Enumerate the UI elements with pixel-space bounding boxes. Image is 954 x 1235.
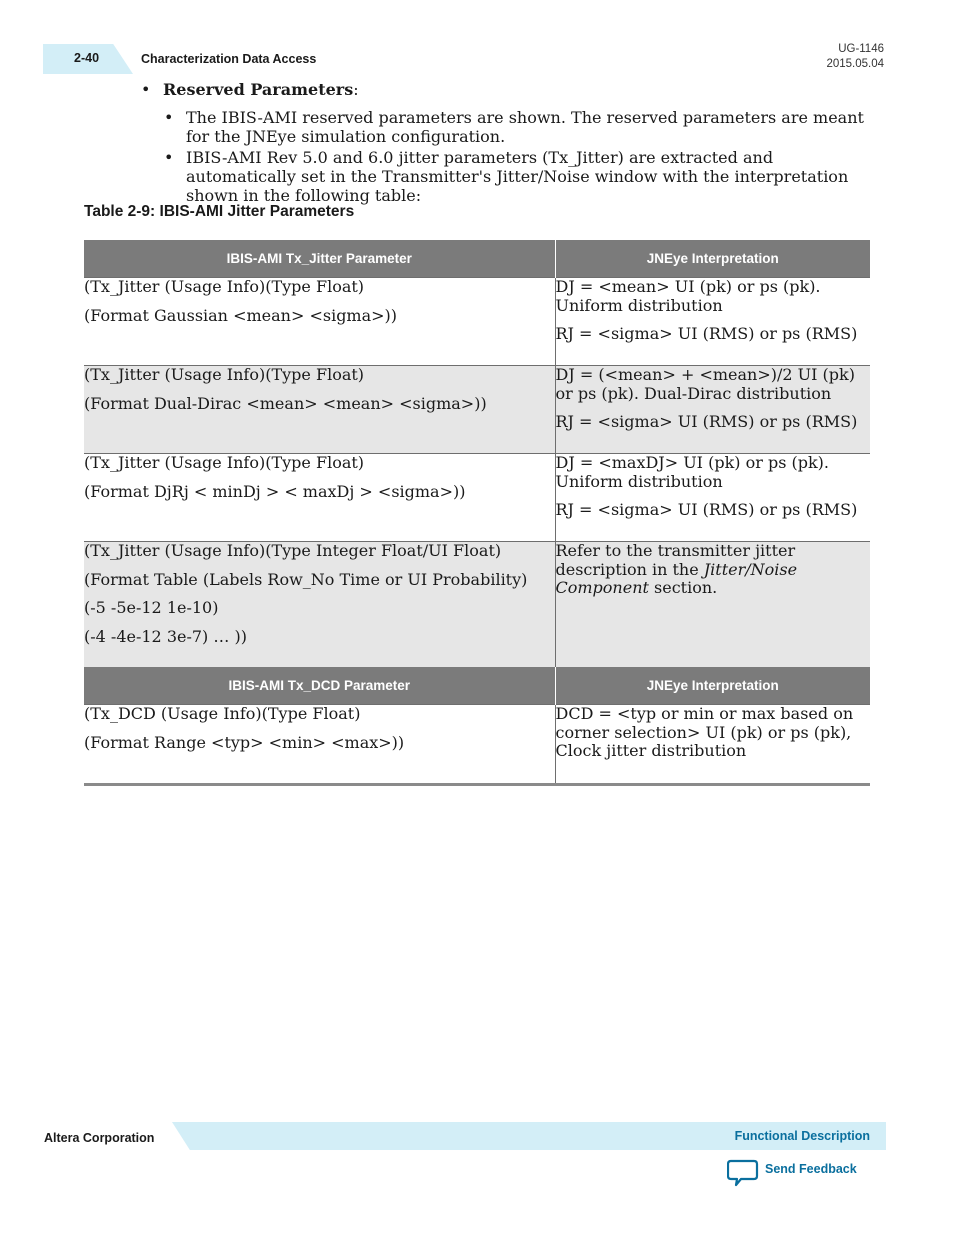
param-line: (Tx_Jitter (Usage Info)(Type Float) — [84, 453, 365, 472]
sub-bullet-item: • The IBIS-AMI reserved parameters are shown. The reserved parameters are meant for the JNEye simulation configuration. — [163, 108, 870, 146]
bullet-colon: : — [353, 80, 359, 99]
param-cell — [84, 278, 555, 366]
table-row — [84, 705, 870, 785]
param-line: (Format DjRj < minDj > < maxDj > <sigma>)) — [84, 481, 466, 501]
jitter-parameters-table — [84, 240, 870, 786]
bullet-reserved-parameters — [140, 80, 870, 205]
section-reference: Jitter/Noise Component — [555, 559, 798, 597]
interp-line: RJ = <sigma> UI (RMS) or ps (RMS) — [555, 324, 858, 343]
interp-line: RJ = <sigma> UI (RMS) or ps (RMS) — [555, 500, 858, 519]
table-row — [84, 454, 870, 542]
table-header-row — [84, 240, 870, 278]
table-row — [84, 542, 870, 668]
interp-line — [556, 542, 871, 598]
table-row — [84, 366, 870, 454]
param-line: (Tx_Jitter (Usage Info)(Type Integer Float/UI Float) — [84, 541, 502, 560]
interp-text: Refer to the transmitter jitter description in the — [555, 541, 796, 579]
interp-line: DJ = <mean> UI (pk) or ps (pk). Uniform distribution — [555, 277, 821, 315]
param-line: (Tx_DCD (Usage Info)(Type Float) — [84, 704, 361, 723]
page-number: 2-40 — [74, 51, 100, 65]
interp-line: DJ = <maxDJ> UI (pk) or ps (pk). Uniform distribution — [555, 453, 830, 491]
footer-company: Altera Corporation — [44, 1131, 155, 1145]
column-header-interp: JNEye Interpretation — [555, 240, 870, 278]
param-line: (Format Table (Labels Row_No Time or UI Probability) — [84, 569, 528, 589]
functional-description-link[interactable]: Functional Description — [734, 1129, 870, 1143]
interp-line: DJ = (<mean> + <mean>)/2 UI (pk) or ps (pk). Dual-Dirac distribution — [555, 365, 855, 403]
param-cell — [84, 705, 555, 785]
interp-cell — [555, 454, 870, 542]
param-line: (Tx_Jitter (Usage Info)(Type Float) — [84, 277, 365, 296]
param-cell — [84, 454, 555, 542]
column-header-dcd-interp: JNEye Interpretation — [555, 667, 870, 705]
running-section-title: Characterization Data Access — [141, 52, 317, 66]
reserved-parameters-list — [140, 80, 870, 207]
param-cell — [84, 366, 555, 454]
interp-text: section. — [648, 578, 718, 597]
interp-cell — [555, 366, 870, 454]
param-line: (Tx_Jitter (Usage Info)(Type Float) — [84, 365, 365, 384]
param-line: (Format Range <typ> <min> <max>)) — [84, 732, 405, 752]
bullet-title: Reserved Parameters — [163, 80, 354, 99]
interp-line: RJ = <sigma> UI (RMS) or ps (RMS) — [555, 412, 858, 431]
param-line: (-4 -4e-12 3e-7) … )) — [84, 626, 247, 646]
param-line: (Format Dual-Dirac <mean> <mean> <sigma>)) — [84, 393, 487, 413]
table-caption: Table 2-9: IBIS-AMI Jitter Parameters — [84, 203, 355, 220]
document-date: 2015.05.04 — [826, 58, 884, 70]
send-feedback-link[interactable]: Send Feedback — [765, 1162, 857, 1176]
param-cell — [84, 542, 555, 668]
interp-line: DCD = <typ or min or max based on corner selection> UI (pk) or ps (pk), Clock jitter distribution — [555, 704, 854, 760]
interp-cell — [555, 278, 870, 366]
document-id-block — [826, 42, 884, 72]
table-header-row-dcd — [84, 667, 870, 705]
speech-bubble-icon[interactable] — [727, 1159, 759, 1187]
table-row — [84, 278, 870, 366]
sub-bullet-item: • IBIS-AMI Rev 5.0 and 6.0 jitter parameters (Tx_Jitter) are extracted and automatically set in the Transmitter's Jitter/Noise window with the interpretation shown in the following table: — [163, 148, 870, 205]
column-header-dcd-param: IBIS-AMI Tx_DCD Parameter — [84, 667, 555, 705]
param-line: (-5 -5e-12 1e-10) — [84, 598, 219, 617]
interp-cell — [555, 705, 870, 785]
document-id: UG-1146 — [838, 43, 884, 55]
interp-cell — [555, 542, 870, 668]
sub-bullet-list — [163, 108, 870, 205]
param-line: (Format Gaussian <mean> <sigma>)) — [84, 305, 398, 325]
column-header-param: IBIS-AMI Tx_Jitter Parameter — [84, 240, 555, 278]
